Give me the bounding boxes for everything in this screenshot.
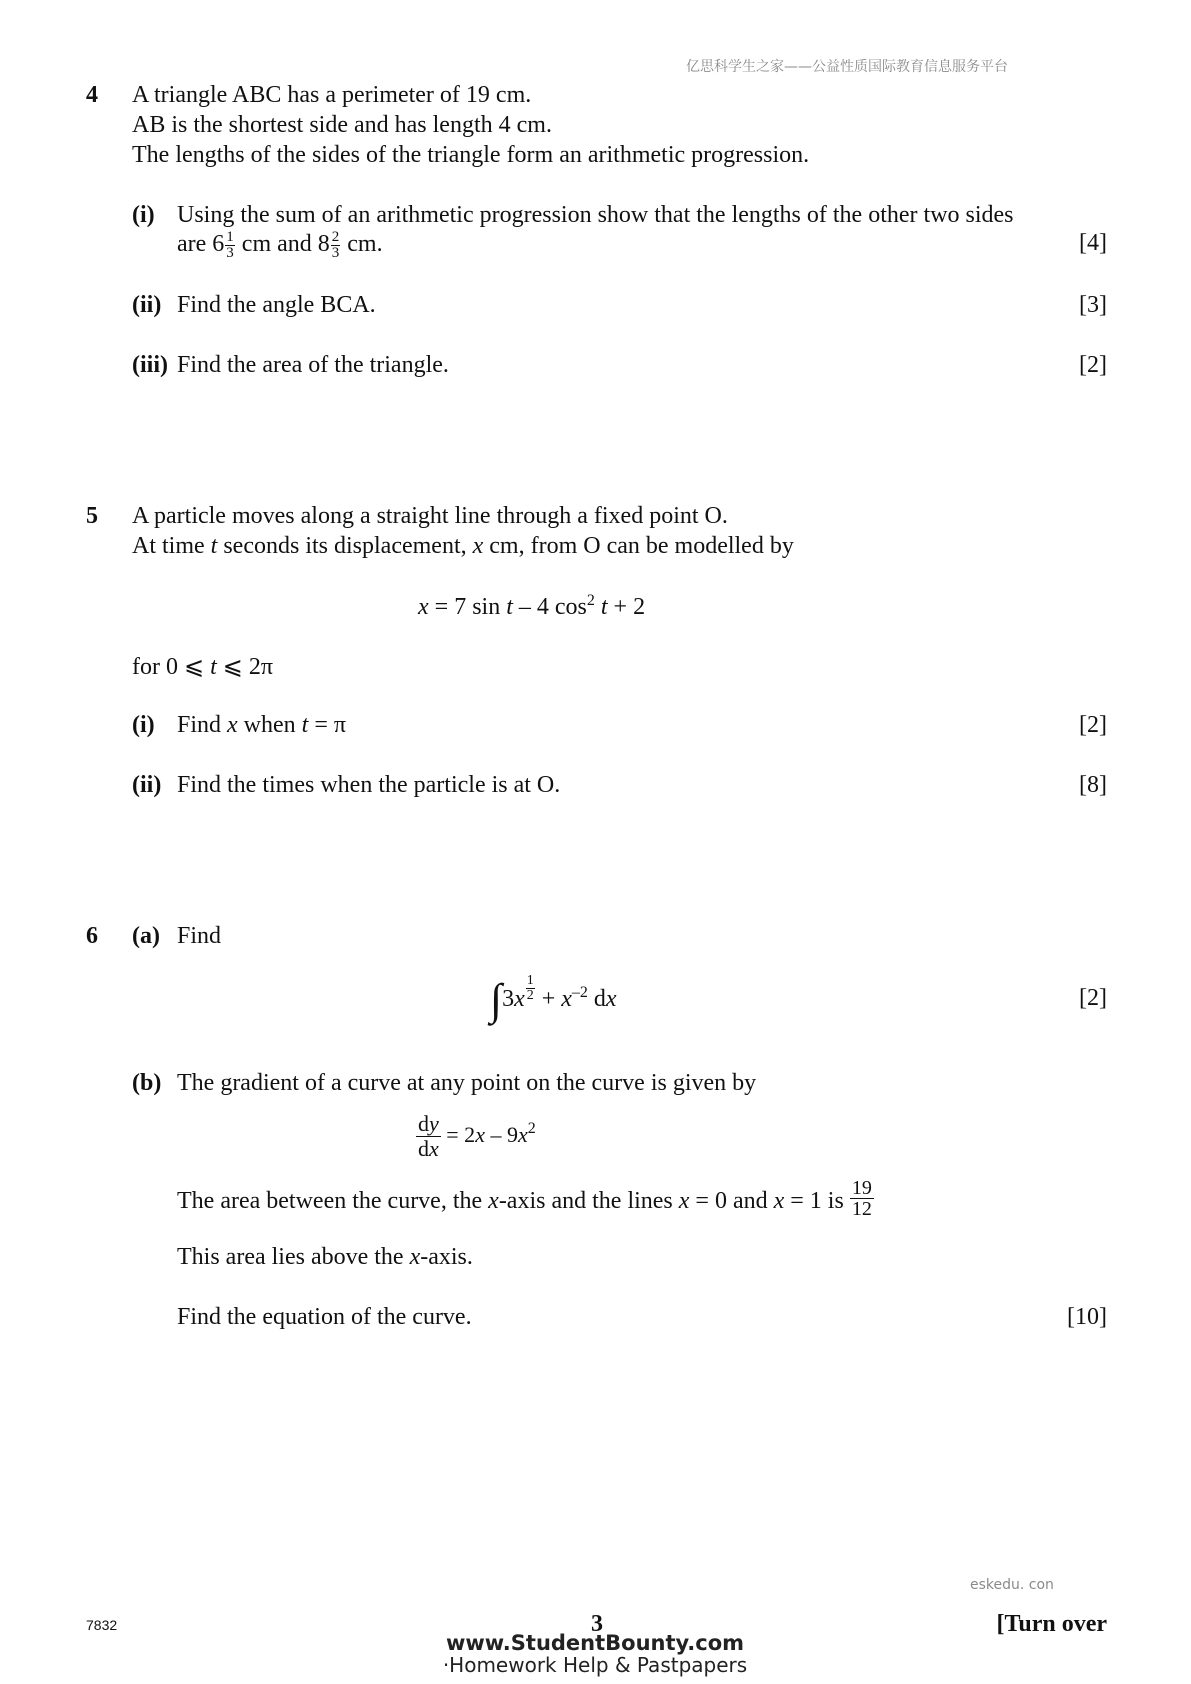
exponent-one-half: $\frac{1}{2}$ [526,972,534,1003]
fraction-one-third: $\frac{1}{3}$ [226,229,234,261]
q5-part-ii-mark: [8] [1079,772,1107,798]
q5-part-ii-text: Find the times when the particle is at O. [177,772,561,798]
q6-part-a-mark: [2] [1079,985,1107,1011]
q4-part-iii-label: (iii) [132,352,168,378]
q5-part-i-text: Find x when t = π [177,712,346,738]
q4-part-i-mark: [4] [1079,230,1107,256]
q5-line-2: At time t seconds its displacement, x cm, from O can be modelled by [132,533,794,559]
watermark-top: 亿思科学生之家——公益性质国际教育信息服务平台 [686,59,1008,75]
paper-code: 7832 [86,1617,118,1633]
q4-part-i-text-2: are 6 $\frac{1}{3}$ cm and 8 $\frac{2}{3}$ cm. [177,229,383,261]
q6-find-equation-text: Find the equation of the curve. [177,1304,472,1330]
studentbounty-logo: www.StudentBounty.com ·Homework Help & Pastpapers [442,1631,748,1677]
q6-part-b-label: (b) [132,1070,162,1096]
integral-sign: ∫ [490,975,503,1024]
question-number-4: 4 [86,82,98,108]
q5-part-ii-label: (ii) [132,772,162,798]
q4-part-i-text-1: Using the sum of an arithmetic progression show that the lengths of the other two sides [177,202,1014,228]
q6-part-b-mark: [10] [1067,1304,1107,1330]
q4-line-3: The lengths of the sides of the triangle form an arithmetic progression. [132,142,810,168]
q6-integral-expression: ∫3x $\frac{1}{2}$ + $x^{-2}$ dx [490,972,617,1024]
q4-part-iii-mark: [2] [1079,352,1107,378]
q4-part-iii-text: Find the area of the triangle. [177,352,449,378]
q6-gradient-equation: $\frac{dy}{dx}$ = $2x - 9x^2$ [418,1111,536,1161]
q6-above-axis-statement: This area lies above the x-axis. [177,1244,473,1270]
q4-part-ii-mark: [3] [1079,292,1107,318]
page-number: 3 [591,1611,603,1637]
q4-line-1: A triangle ABC has a perimeter of 19 cm. [132,82,532,108]
fraction-two-thirds: $\frac{2}{3}$ [331,229,340,261]
watermark-bottom: eskedu. con [970,1577,1054,1593]
q5-part-i-label: (i) [132,712,155,738]
q5-line-1: A particle moves along a straight line through a fixed point O. [132,503,728,529]
q4-part-i-label: (i) [132,202,155,228]
q4-line-2: AB is the shortest side and has length 4 cm. [132,112,552,138]
q4-part-ii-label: (ii) [132,292,162,318]
q6-part-a-label: (a) [132,923,160,949]
q5-part-i-mark: [2] [1079,712,1107,738]
turn-over-label: [Turn over [996,1611,1107,1637]
q6-part-a-text: Find [177,923,222,949]
question-number-5: 5 [86,503,98,529]
q6-part-b-text: The gradient of a curve at any point on the curve is given by [177,1070,757,1096]
q5-domain: for 0 ⩽ t ⩽ 2π [132,654,273,680]
derivative-dy-dx: $\frac{dy}{dx}$ [418,1111,439,1161]
q4-part-ii-text: Find the angle BCA. [177,292,376,318]
fraction-nineteen-twelfths: $\frac{19}{12}$ [851,1177,872,1220]
q6-area-statement: The area between the curve, the x-axis and the lines x = 0 and x = 1 is $\frac{19}{12}$ [177,1177,872,1220]
q5-displacement-equation: x = 7 sin t – 4 $\cos^2 t + 2$ [418,592,646,620]
question-number-6: 6 [86,923,98,949]
